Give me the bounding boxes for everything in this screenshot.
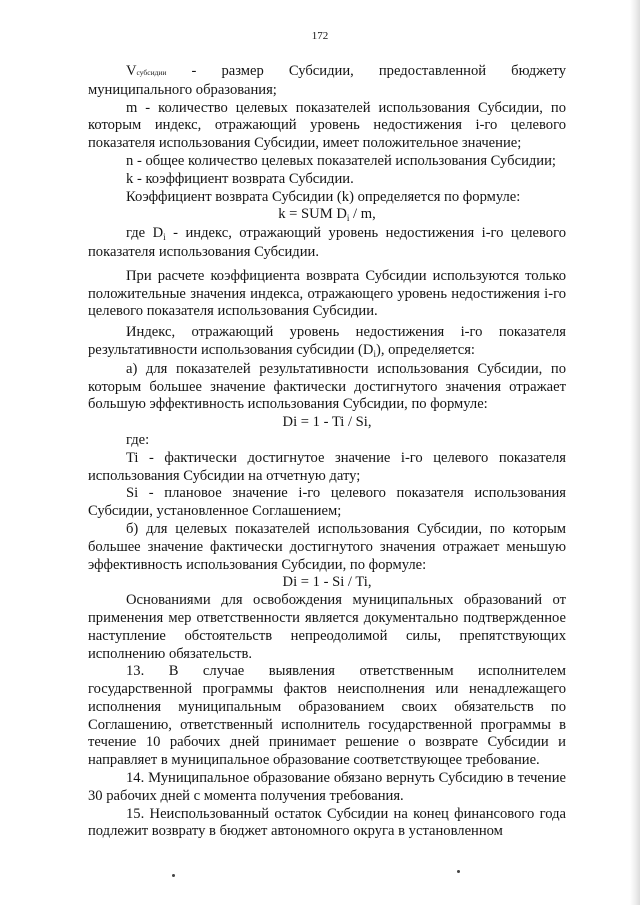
paragraph-item-14: 14. Муниципальное образование обязано вернуть Субсидию в течение 30 рабочих дней с момента получения требования. — [88, 770, 566, 804]
paragraph-di-rest: - индекс, отражающий уровень недостижения i-го целевого показателя использования Субсидии. — [88, 225, 566, 260]
paragraph-di-start: где D — [126, 225, 164, 242]
paragraph-k-definition: k - коэффициент возврата Субсидии. — [126, 170, 354, 187]
page-number: 172 — [311, 30, 329, 42]
paragraph-di-subscript: i — [163, 232, 166, 243]
paragraph-v-subsidy — [88, 63, 566, 100]
paragraph-positive-values: При расчете коэффициента возврата Субсидии используются только положительные значения индекса, отражающего уровень недостижения i-го целевого показателя использования Субсидии. — [88, 267, 566, 320]
formula-k-main: k = SUM D — [278, 206, 347, 223]
paragraph-ti-definition: Ti - фактически достигнутое значение i-го целевого показателя использования Субсидии на отчетную дату; — [88, 449, 566, 484]
paragraph-exemption: Основаниями для освобождения муниципальных образований от применения мер ответственности является документально подтвержденное наступление обстоятельств непреодолимой силы, препятствующих исполнению обязательств. — [88, 592, 566, 662]
paragraph-index-start: Индекс, отражающий уровень недостижения i-го показателя результативности использования субсидии (D — [88, 324, 566, 358]
paragraph-where: где: — [126, 431, 150, 448]
paragraph-case-b: б) для целевых показателей использования Субсидии, по которым большее значение фактически достигнутого значения отражает меньшую эффективность использования Субсидии, по формуле: — [88, 520, 566, 573]
paragraph-case-a: а) для показателей результативности использования Субсидии, по которым большее значение фактически достигнутого значения отражает большую эффективность использования Субсидии, по формуле: — [88, 360, 566, 413]
formula-d2: Di = 1 - Si / Ti, — [282, 574, 372, 591]
paragraph-k-formula-intro: Коэффициент возврата Субсидии (k) определяется по формуле: — [126, 188, 521, 205]
paragraph-item-13: 13. В случае выявления ответственным исполнителем государственной программы фактов неисполнения или ненадлежащего исполнения муниципальным образованием своих обязательств по Соглашению, ответственный исполнитель государственной программы в течение 10 рабочих дней принимает решение о возврате Субсидии и направляет в муниципальное образование соответствующее требование. — [88, 663, 566, 769]
paragraph-si-definition: Si - плановое значение i-го целевого показателя использования Субсидии, установленное Соглашением; — [88, 485, 566, 520]
scan-speck — [172, 874, 175, 877]
variable-v: V — [126, 63, 137, 79]
paragraph-index-subscript: i — [373, 348, 376, 359]
paragraph-item-15: 15. Неиспользованный остаток Субсидии на конец финансового года подлежит возврату в бюджет автономного округа в установленном — [88, 805, 566, 840]
formula-d1: Di = 1 - Ti / Si, — [282, 414, 372, 431]
document-body — [88, 63, 566, 841]
paragraph-index-end: ), определяется: — [375, 341, 475, 358]
scan-edge-shadow — [630, 0, 640, 905]
formula-k-subscript: i — [346, 213, 350, 224]
scan-speck — [457, 870, 460, 873]
formula-k-end: / m, — [349, 206, 376, 223]
variable-v-subscript: субсидии — [136, 68, 167, 77]
paragraph-di-definition — [88, 225, 566, 262]
formula-k — [88, 206, 566, 225]
paragraph-n-definition: n - общее количество целевых показателей использования Субсидии; — [126, 152, 556, 169]
paragraph-index-intro — [88, 324, 566, 361]
paragraph-m-definition: m - количество целевых показателей использования Субсидии, по которым индекс, отражающий уровень недостижения i-го целевого показателя использования Субсидии, имеет положительное значение; — [88, 99, 566, 152]
paragraph-v-text: - размер Субсидии, предоставленной бюджету муниципального образования; — [88, 63, 566, 98]
